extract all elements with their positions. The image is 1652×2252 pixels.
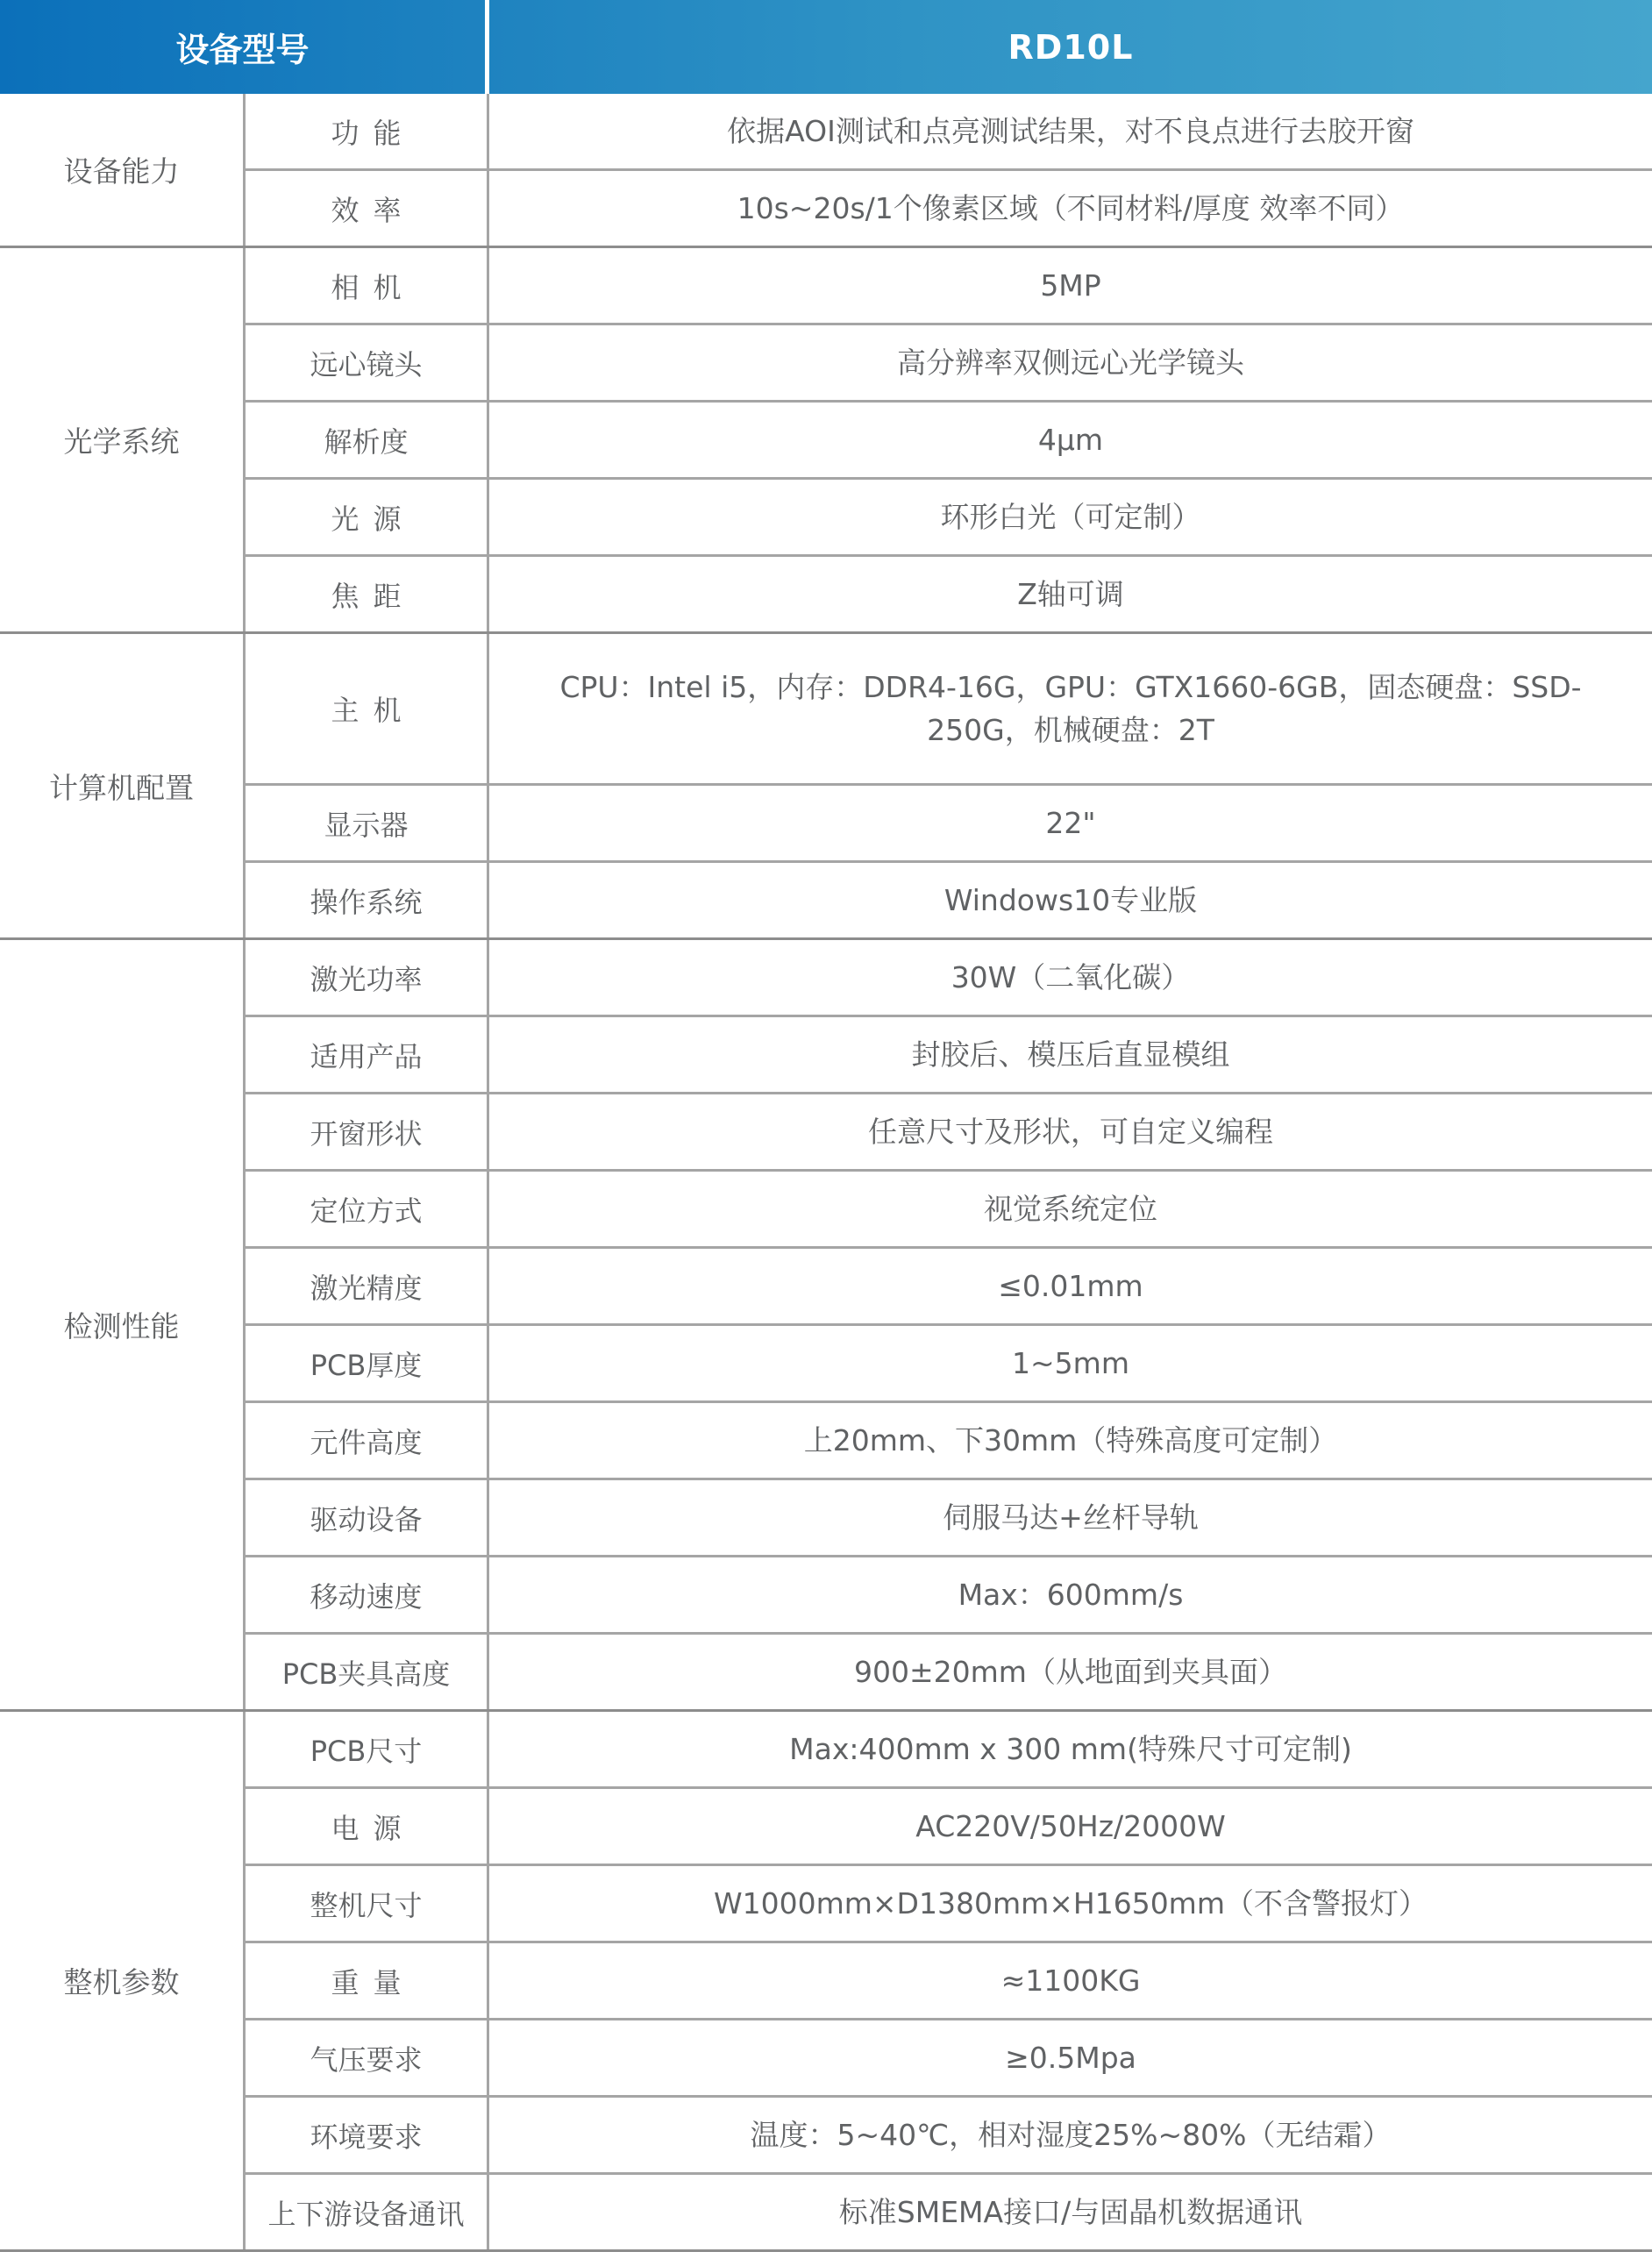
spec-row bbox=[246, 1323, 1652, 1400]
spec-value: ≤0.01mm bbox=[487, 1249, 1652, 1323]
spec-row bbox=[246, 1712, 1652, 1786]
spec-row bbox=[246, 2172, 1652, 2249]
spec-value: 视觉系统定位 bbox=[487, 1172, 1652, 1246]
spec-row bbox=[246, 1169, 1652, 1246]
spec-value: CPU：Intel i5，内存：DDR4-16G，GPU：GTX1660-6GB，固态硬盘：SSD-250G，机械硬盘：2T bbox=[487, 634, 1652, 783]
spec-label: 开窗形状 bbox=[310, 1116, 423, 1151]
group-label: 设备能力 bbox=[63, 154, 180, 189]
spec-label: 整机尺寸 bbox=[310, 1888, 423, 1922]
spec-row bbox=[246, 2018, 1652, 2095]
spec-value: Max：600mm/s bbox=[487, 1557, 1652, 1632]
spec-label: PCB尺寸 bbox=[310, 1734, 423, 1768]
spec-row bbox=[246, 783, 1652, 860]
spec-row bbox=[246, 323, 1652, 400]
section-computer-config bbox=[0, 631, 1652, 937]
group-label: 整机参数 bbox=[63, 1965, 180, 1999]
spec-label: 操作系统 bbox=[310, 885, 423, 919]
spec-value: W1000mm×D1380mm×H1650mm（不含警报灯） bbox=[487, 1866, 1652, 1941]
device-model-value: RD10L bbox=[1008, 27, 1134, 67]
spec-label: 功 能 bbox=[331, 116, 402, 150]
spec-value: Max:400mm x 300 mm(特殊尺寸可定制) bbox=[487, 1712, 1652, 1786]
spec-row bbox=[246, 940, 1652, 1015]
spec-label: 解析度 bbox=[324, 424, 409, 459]
spec-value: 伺服马达+丝杆导轨 bbox=[487, 1480, 1652, 1555]
spec-label: 驱动设备 bbox=[310, 1502, 423, 1536]
spec-label: 相 机 bbox=[331, 270, 402, 304]
spec-label: 重 量 bbox=[331, 1965, 402, 1999]
spec-label: 电 源 bbox=[331, 1811, 402, 1845]
spec-label: 主 机 bbox=[331, 694, 402, 727]
spec-row bbox=[246, 860, 1652, 937]
spec-row bbox=[246, 1786, 1652, 1864]
spec-label: 适用产品 bbox=[310, 1039, 423, 1073]
table-header bbox=[0, 0, 1652, 94]
spec-row bbox=[246, 477, 1652, 554]
spec-value: 任意尺寸及形状，可自定义编程 bbox=[487, 1094, 1652, 1169]
spec-label: 定位方式 bbox=[310, 1194, 423, 1228]
spec-value: 10s~20s/1个像素区域（不同材料/厚度 效率不同） bbox=[487, 171, 1652, 246]
spec-value: ≈1100KG bbox=[487, 1943, 1652, 2018]
spec-row bbox=[246, 94, 1652, 168]
spec-label: 远心镜头 bbox=[310, 347, 423, 381]
spec-value: Z轴可调 bbox=[487, 557, 1652, 631]
spec-value: 上20mm、下30mm（特殊高度可定制） bbox=[487, 1403, 1652, 1478]
spec-value: 环形白光（可定制） bbox=[487, 480, 1652, 554]
spec-row bbox=[246, 1092, 1652, 1169]
spec-label: 气压要求 bbox=[310, 2042, 423, 2077]
spec-value: 温度：5~40℃，相对湿度25%~80%（无结霜） bbox=[487, 2098, 1652, 2172]
spec-row bbox=[246, 554, 1652, 631]
spec-label: 环境要求 bbox=[310, 2120, 423, 2154]
spec-value: AC220V/50Hz/2000W bbox=[487, 1789, 1652, 1864]
group-label: 计算机配置 bbox=[49, 770, 194, 805]
spec-row bbox=[246, 1555, 1652, 1632]
spec-label: 显示器 bbox=[324, 808, 409, 842]
spec-value: 1~5mm bbox=[487, 1326, 1652, 1400]
spec-row bbox=[246, 168, 1652, 246]
spec-row bbox=[246, 1400, 1652, 1478]
spec-label: 焦 距 bbox=[331, 579, 402, 613]
spec-label: 激光功率 bbox=[310, 962, 423, 996]
section-detection-performance bbox=[0, 937, 1652, 1709]
spec-value: 高分辨率双侧远心光学镜头 bbox=[487, 325, 1652, 400]
spec-value: Windows10专业版 bbox=[487, 863, 1652, 937]
spec-value: 30W（二氧化碳） bbox=[487, 940, 1652, 1015]
spec-label: 上下游设备通讯 bbox=[267, 2197, 465, 2231]
spec-label: PCB夹具高度 bbox=[281, 1657, 451, 1691]
spec-row bbox=[246, 2095, 1652, 2172]
spec-value: 封胶后、模压后直显模组 bbox=[487, 1017, 1652, 1092]
section-device-capability bbox=[0, 94, 1652, 246]
spec-label: PCB厚度 bbox=[310, 1348, 423, 1382]
spec-value: 4μm bbox=[487, 403, 1652, 477]
spec-value: 22" bbox=[487, 786, 1652, 860]
group-label: 光学系统 bbox=[63, 424, 180, 459]
spec-row bbox=[246, 1478, 1652, 1555]
spec-row bbox=[246, 1246, 1652, 1323]
spec-label: 移动速度 bbox=[310, 1579, 423, 1614]
section-machine-parameters bbox=[0, 1709, 1652, 2249]
section-optical-system bbox=[0, 246, 1652, 631]
spec-row bbox=[246, 1941, 1652, 2018]
spec-row bbox=[246, 1015, 1652, 1092]
spec-value: 900±20mm（从地面到夹具面） bbox=[487, 1635, 1652, 1709]
spec-value: ≥0.5Mpa bbox=[487, 2020, 1652, 2095]
spec-label: 光 源 bbox=[331, 502, 402, 536]
spec-value: 5MP bbox=[487, 248, 1652, 323]
spec-value: 标准SMEMA接口/与固晶机数据通讯 bbox=[487, 2175, 1652, 2249]
spec-label: 效 率 bbox=[331, 193, 402, 227]
spec-value: 依据AOI测试和点亮测试结果，对不良点进行去胶开窗 bbox=[487, 94, 1652, 168]
group-label: 检测性能 bbox=[63, 1309, 180, 1343]
device-model-header-label: 设备型号 bbox=[175, 31, 310, 69]
spec-row bbox=[246, 400, 1652, 477]
spec-row bbox=[246, 1632, 1652, 1709]
spec-label: 元件高度 bbox=[310, 1425, 423, 1459]
spec-label: 激光精度 bbox=[310, 1271, 423, 1305]
spec-row bbox=[246, 1864, 1652, 1941]
spec-row bbox=[246, 634, 1652, 783]
spec-row bbox=[246, 248, 1652, 323]
